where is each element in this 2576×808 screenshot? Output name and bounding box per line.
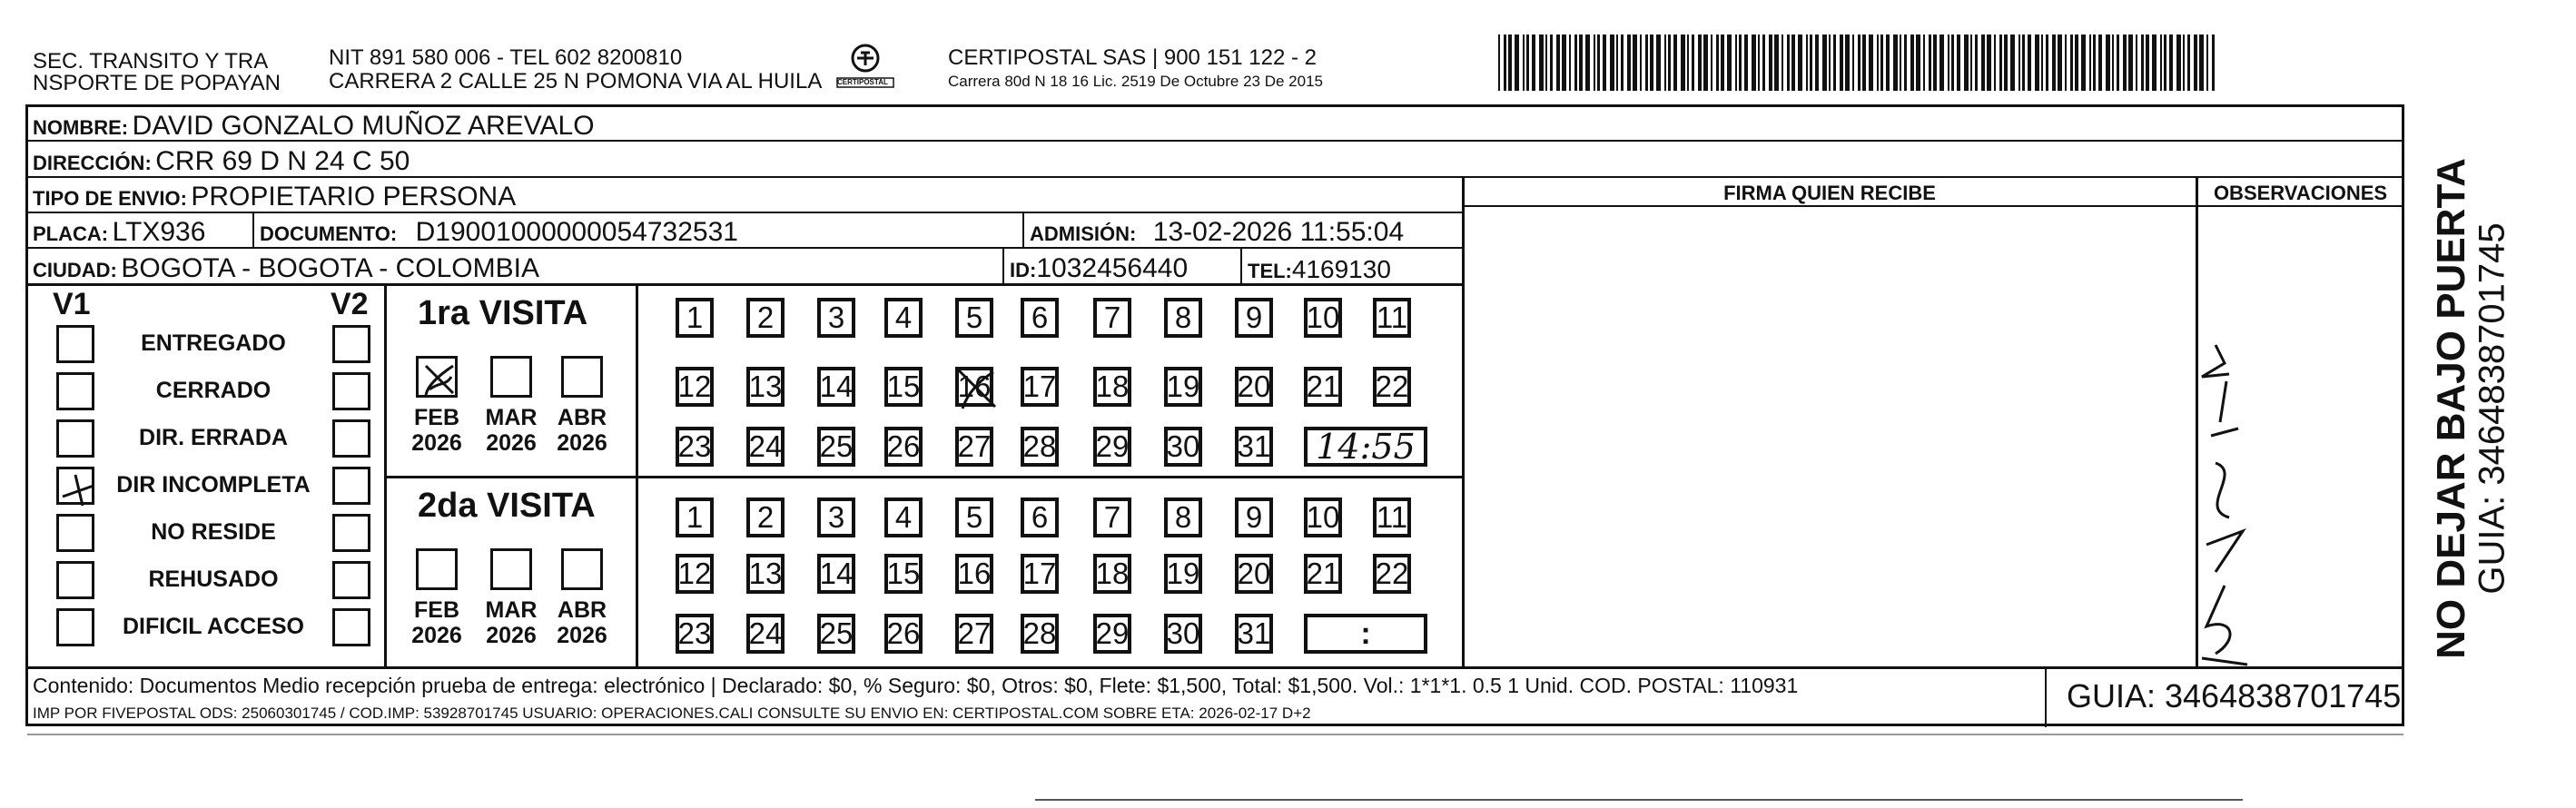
bottom-rule xyxy=(27,734,2403,735)
barcode-bar xyxy=(1744,34,1748,91)
barcode-bar xyxy=(1597,34,1600,91)
guia-box-border xyxy=(2045,667,2047,727)
barcode-bar xyxy=(1769,34,1772,91)
barcode-bar xyxy=(2093,34,2096,91)
month-year: 2026 xyxy=(411,623,462,648)
barcode-bar xyxy=(1562,34,1566,91)
handwritten-signature xyxy=(2161,327,2288,690)
day-cell[interactable]: 1 xyxy=(676,498,714,537)
day-cell[interactable]: 6 xyxy=(1021,298,1059,338)
barcode xyxy=(1498,34,2225,91)
barcode-bar xyxy=(2117,34,2119,91)
day-cell[interactable]: 28 xyxy=(1021,427,1059,467)
month-year: 2026 xyxy=(557,430,607,456)
documento-row xyxy=(260,217,738,248)
barcode-bar xyxy=(1957,34,1960,91)
day-cell[interactable]: 9 xyxy=(1235,498,1273,537)
barcode-bar xyxy=(1877,34,1879,91)
barcode-bar xyxy=(1673,34,1677,91)
sender-address: CARRERA 2 CALLE 25 N POMONA VIA AL HUILA xyxy=(329,69,823,94)
second-visit-title: 2da VISITA xyxy=(418,487,596,525)
month-label xyxy=(548,597,616,648)
v2-checkbox[interactable] xyxy=(332,372,370,410)
barcode-bar xyxy=(2098,34,2102,91)
v1-checkbox[interactable] xyxy=(56,419,94,458)
day-cell[interactable]: 12 xyxy=(676,367,714,407)
day-cell[interactable]: 2 xyxy=(746,298,785,338)
barcode-bar xyxy=(1711,34,1712,91)
month-year: 2026 xyxy=(486,623,537,648)
barcode-bar xyxy=(1526,34,1529,91)
logo-text: CERTIPOSTAL xyxy=(837,78,888,86)
footer-imp: IMP POR FIVEPOSTAL ODS: 25060301745 / COD.IMP: 53928701745 USUARIO: OPERACIONES.CALI CONSULTE SU ENVIO EN: CERTIPOSTAL.COM SOBRE ETA: 2026-02-17 D+2 xyxy=(33,705,1311,722)
day-cell[interactable]: 4 xyxy=(884,498,923,537)
company-address: Carrera 80d N 18 16 Lic. 2519 De Octubre 23 De 2015 xyxy=(948,73,1323,90)
first-visit-time[interactable]: 14:55 xyxy=(1304,427,1427,467)
barcode-bar xyxy=(1508,34,1512,91)
nombre-value: DAVID GONZALO MUÑOZ AREVALO xyxy=(132,111,595,141)
day-cell[interactable]: 19 xyxy=(1164,554,1202,594)
placa-label: PLACA: xyxy=(33,222,109,245)
month-checkbox-feb[interactable] xyxy=(416,548,458,590)
barcode-bar xyxy=(1698,34,1702,91)
v1-checkbox-checked[interactable] xyxy=(56,467,94,505)
barcode-bar xyxy=(1539,34,1544,91)
barcode-bar xyxy=(2136,34,2137,91)
barcode-bar xyxy=(1791,34,1795,91)
barcode-bar xyxy=(1833,34,1836,91)
barcode-bar xyxy=(1610,34,1614,91)
barcode-bar xyxy=(2194,34,2197,91)
barcode-bar xyxy=(1840,34,1843,91)
admision-label: ADMISIÓN: xyxy=(1030,222,1137,245)
first-visit-title: 1ra VISITA xyxy=(418,294,588,332)
barcode-bar xyxy=(2112,34,2114,91)
barcode-bar xyxy=(1758,34,1760,91)
barcode-bar xyxy=(1798,34,1802,91)
ciudad-value: BOGOTA - BOGOTA - COLOMBIA xyxy=(121,253,539,283)
day-cell[interactable]: 25 xyxy=(817,614,855,654)
day-cell[interactable]: 7 xyxy=(1093,298,1131,338)
day-cell[interactable]: 18 xyxy=(1093,554,1131,594)
barcode-bar xyxy=(2022,34,2025,91)
barcode-bar xyxy=(1687,34,1689,91)
day-cell[interactable]: 29 xyxy=(1093,427,1131,467)
nombre-label: NOMBRE: xyxy=(33,116,129,139)
month-name: ABR xyxy=(557,597,607,623)
day-cell[interactable]: 15 xyxy=(884,554,923,594)
barcode-bar xyxy=(1999,34,2002,91)
day-cell[interactable]: 8 xyxy=(1164,498,1202,537)
barcode-bar xyxy=(2199,34,2204,91)
day-cell[interactable]: 10 xyxy=(1304,298,1342,338)
observaciones-header: OBSERVACIONES xyxy=(2213,182,2388,204)
barcode-bar xyxy=(2152,34,2157,91)
month-label xyxy=(548,405,616,456)
day-cell[interactable]: 22 xyxy=(1373,554,1411,594)
day-cell[interactable]: 11 xyxy=(1373,298,1411,338)
day-cell[interactable]: 4 xyxy=(884,298,923,338)
barcode-bar xyxy=(1829,34,1831,91)
barcode-bar xyxy=(2169,34,2173,91)
barcode-bar xyxy=(2187,34,2190,91)
v2-checkbox[interactable] xyxy=(332,419,370,458)
barcode-bar xyxy=(1900,34,1901,91)
day-cell[interactable]: 13 xyxy=(746,554,785,594)
day-cell[interactable]: 12 xyxy=(676,554,714,594)
barcode-bar xyxy=(1781,34,1783,91)
v2-checkbox[interactable] xyxy=(332,561,370,599)
barcode-bar xyxy=(1939,34,1944,91)
day-cell[interactable]: 5 xyxy=(955,298,993,338)
sender-name-line1: SEC. TRANSITO Y TRA xyxy=(33,49,269,74)
barcode-bar xyxy=(1716,34,1719,91)
barcode-bar xyxy=(1869,34,1873,91)
day-cell[interactable]: 13 xyxy=(746,367,785,407)
no-dejar-notice: NO DEJAR BAJO PUERTA xyxy=(2429,158,2473,659)
barcode-bar xyxy=(1886,34,1890,91)
month-checkbox-mar[interactable] xyxy=(490,548,532,590)
footer-guia: GUIA: 3464838701745 xyxy=(2067,677,2402,714)
day-cell[interactable]: 8 xyxy=(1164,298,1202,338)
barcode-bar xyxy=(1556,34,1560,91)
barcode-bar xyxy=(1692,34,1694,91)
month-label xyxy=(478,597,545,648)
month-name: FEB xyxy=(414,597,459,623)
barcode-bar xyxy=(1815,34,1819,91)
day-cell[interactable]: 16 xyxy=(955,554,993,594)
day-cell[interactable]: 14 xyxy=(817,554,855,594)
barcode-bar xyxy=(1640,34,1642,91)
side-guia: GUIA: 3464838701745 xyxy=(2472,222,2512,595)
day-cell[interactable]: 15 xyxy=(884,367,923,407)
tel-label: TEL: xyxy=(1248,260,1292,282)
barcode-bar xyxy=(1975,34,1978,91)
right-header-divider xyxy=(1464,205,2403,207)
direccion-row xyxy=(33,146,410,177)
status-label: ENTREGADO xyxy=(141,330,286,356)
day-cell[interactable]: 23 xyxy=(676,614,714,654)
status-label: REHUSADO xyxy=(148,567,279,592)
barcode-bar xyxy=(1550,34,1553,91)
month-checkbox-feb[interactable] xyxy=(416,356,458,398)
month-name: MAR xyxy=(485,405,538,430)
status-label: DIR INCOMPLETA xyxy=(116,472,311,498)
barcode-bar xyxy=(2004,34,2008,91)
cell-divider xyxy=(1022,212,1024,248)
tel-value: 4169130 xyxy=(1291,255,1391,283)
nombre-row xyxy=(33,111,595,142)
barcode-bar xyxy=(1845,34,1850,91)
day-cell[interactable]: 10 xyxy=(1304,498,1342,537)
barcode-bar xyxy=(2052,34,2056,91)
day-cell[interactable]: 5 xyxy=(955,498,993,537)
barcode-bar xyxy=(1806,34,1808,91)
month-label xyxy=(478,405,545,456)
day-cell[interactable]: 3 xyxy=(817,498,855,537)
barcode-bar xyxy=(1739,34,1742,91)
month-day-divider xyxy=(636,284,638,667)
v1-label: V1 xyxy=(53,287,91,321)
documento-value: D19001000000054732531 xyxy=(415,217,738,247)
day-cell[interactable]: 17 xyxy=(1021,367,1059,407)
day-cell[interactable]: 23 xyxy=(676,427,714,467)
barcode-bar xyxy=(2212,34,2215,91)
admision-row xyxy=(1030,217,1404,248)
month-name: ABR xyxy=(557,405,607,430)
barcode-bar xyxy=(2089,34,2091,91)
barcode-bar xyxy=(1787,34,1790,91)
barcode-bar xyxy=(2141,34,2144,91)
month-checkbox-abr[interactable] xyxy=(561,548,603,590)
day-cell[interactable]: 27 xyxy=(955,427,993,467)
ciudad-row xyxy=(33,253,539,284)
barcode-bar xyxy=(1727,34,1732,91)
barcode-bar xyxy=(1668,34,1671,91)
barcode-bar xyxy=(1923,34,1925,91)
v1-checkbox[interactable] xyxy=(56,372,94,410)
day-cell[interactable]: 27 xyxy=(955,614,993,654)
month-year: 2026 xyxy=(411,430,462,456)
day-cell[interactable]: 31 xyxy=(1235,614,1273,654)
barcode-bar xyxy=(2070,34,2073,91)
v1-checkbox[interactable] xyxy=(56,561,94,599)
v2-checkbox[interactable] xyxy=(332,608,370,646)
status-label: DIR. ERRADA xyxy=(139,425,288,450)
barcode-bar xyxy=(1858,34,1860,91)
day-cell[interactable]: 24 xyxy=(746,427,785,467)
v1-checkbox[interactable] xyxy=(56,608,94,646)
barcode-bar xyxy=(1822,34,1827,91)
day-cell[interactable]: 19 xyxy=(1164,367,1202,407)
barcode-bar xyxy=(1735,34,1737,91)
v2-checkbox[interactable] xyxy=(332,467,370,505)
barcode-bar xyxy=(1970,34,1972,91)
barcode-bar xyxy=(1762,34,1765,91)
day-cell[interactable]: 26 xyxy=(884,614,923,654)
barcode-bar xyxy=(2035,34,2039,91)
barcode-bar xyxy=(1933,34,1937,91)
barcode-bar xyxy=(1532,34,1535,91)
barcode-bar xyxy=(1987,34,1991,91)
barcode-bar xyxy=(2041,34,2043,91)
second-visit-time[interactable]: : xyxy=(1304,614,1427,654)
day-cell[interactable]: 31 xyxy=(1235,427,1273,467)
day-cell[interactable]: 6 xyxy=(1021,498,1059,537)
barcode-bar xyxy=(2058,34,2062,91)
barcode-bar xyxy=(1721,34,1724,91)
month-year: 2026 xyxy=(557,623,607,648)
direccion-value: CRR 69 D N 24 C 50 xyxy=(155,146,410,176)
barcode-bar xyxy=(2183,34,2185,91)
firma-left-border xyxy=(1462,176,1465,666)
barcode-bar xyxy=(1994,34,1996,91)
barcode-bar xyxy=(1523,34,1525,91)
barcode-bar xyxy=(2010,34,2015,91)
day-cell[interactable]: 9 xyxy=(1235,298,1273,338)
barcode-bar xyxy=(2123,34,2127,91)
day-cell[interactable]: 7 xyxy=(1093,498,1131,537)
barcode-bar xyxy=(1951,34,1954,91)
barcode-bar xyxy=(1569,34,1571,91)
company-name: CERTIPOSTAL SAS | 900 151 122 - 2 xyxy=(948,45,1317,70)
barcode-bar xyxy=(2018,34,2020,91)
barcode-bar xyxy=(1752,34,1756,91)
barcode-bar xyxy=(1981,34,1985,91)
day-cell[interactable]: 20 xyxy=(1235,554,1273,594)
tipo-value: PROPIETARIO PERSONA xyxy=(191,182,517,212)
admision-value: 13-02-2026 11:55:04 xyxy=(1152,217,1405,247)
barcode-bar xyxy=(1948,34,1949,91)
barcode-bar xyxy=(2128,34,2133,91)
barcode-bar xyxy=(2046,34,2048,91)
barcode-bar xyxy=(1910,34,1914,91)
barcode-bar xyxy=(2160,34,2162,91)
barcode-bar xyxy=(1585,34,1590,91)
placa-row xyxy=(33,217,205,248)
barcode-bar xyxy=(2075,34,2078,91)
cell-divider xyxy=(1002,248,1004,284)
barcode-bar xyxy=(1904,34,1907,91)
barcode-bar xyxy=(2146,34,2149,91)
barcode-bar xyxy=(2081,34,2086,91)
cell-divider xyxy=(1240,248,1242,284)
status-label: NO RESIDE xyxy=(151,519,276,545)
day-cell[interactable]: 14 xyxy=(817,367,855,407)
day-cell[interactable]: 21 xyxy=(1304,554,1342,594)
barcode-bar xyxy=(1650,34,1653,91)
barcode-bar xyxy=(1515,34,1519,91)
day-cell[interactable]: 30 xyxy=(1164,614,1202,654)
barcode-bar xyxy=(1633,34,1637,91)
footer-contenido: Contenido: Documentos Medio recepción prueba de entrega: electrónico | Declarado: $0, % Seguro: $0, Otros: $0, Flete: $1,500, Total: $1,500. Vol.: 1*1*1. 0.5 1 Unid. COD. POSTAL: 110931 xyxy=(33,674,1799,697)
firma-header: FIRMA QUIEN RECIBE xyxy=(1723,182,1936,204)
barcode-bar xyxy=(2164,34,2166,91)
v2-checkbox[interactable] xyxy=(332,514,370,552)
id-value: 1032456440 xyxy=(1036,253,1189,283)
ciudad-label: CIUDAD: xyxy=(33,259,117,281)
barcode-bar xyxy=(1681,34,1685,91)
barcode-bar xyxy=(2206,34,2208,91)
day-cell[interactable]: 3 xyxy=(817,298,855,338)
barcode-bar xyxy=(1852,34,1854,91)
month-name: MAR xyxy=(485,597,538,623)
barcode-bar xyxy=(1880,34,1883,91)
month-name: FEB xyxy=(414,405,459,430)
barcode-bar xyxy=(1774,34,1779,91)
barcode-bar xyxy=(2028,34,2031,91)
barcode-bar xyxy=(1810,34,1812,91)
cell-divider xyxy=(252,212,254,248)
barcode-bar xyxy=(1594,34,1595,91)
day-cell[interactable]: 20 xyxy=(1235,367,1273,407)
visit-divider xyxy=(385,476,1463,478)
tipo-label: TIPO DE ENVIO: xyxy=(33,187,187,210)
barcode-bar xyxy=(1645,34,1648,91)
month-checkbox-abr[interactable] xyxy=(561,356,603,398)
day-cell[interactable]: 2 xyxy=(746,498,785,537)
placa-value: LTX936 xyxy=(112,217,206,247)
v1-checkbox[interactable] xyxy=(56,514,94,552)
month-year: 2026 xyxy=(486,430,537,456)
barcode-bar xyxy=(1504,34,1506,91)
barcode-bar xyxy=(1862,34,1866,91)
barcode-bar xyxy=(1703,34,1708,91)
day-cell[interactable]: 11 xyxy=(1373,498,1411,537)
day-mark xyxy=(953,365,1001,414)
barcode-bar xyxy=(1616,34,1618,91)
barcode-bar xyxy=(1964,34,1969,91)
barcode-bar xyxy=(2176,34,2181,91)
month-label xyxy=(403,405,470,456)
month-checkbox-mar[interactable] xyxy=(490,356,532,398)
barcode-bar xyxy=(1498,34,1500,91)
barcode-bar xyxy=(2106,34,2110,91)
id-row xyxy=(1010,253,1188,284)
day-cell[interactable]: 28 xyxy=(1021,614,1059,654)
day-cell[interactable]: 1 xyxy=(676,298,714,338)
documento-label: DOCUMENTO: xyxy=(260,222,398,245)
barcode-bar xyxy=(1893,34,1898,91)
tear-line xyxy=(1035,799,2243,801)
barcode-bar xyxy=(1574,34,1577,91)
status-label: CERRADO xyxy=(155,378,271,403)
day-cell[interactable]: 22 xyxy=(1373,367,1411,407)
sender-nit: NIT 891 580 006 - TEL 602 8200810 xyxy=(329,45,683,70)
tipo-row xyxy=(33,182,516,212)
barcode-bar xyxy=(1656,34,1661,91)
tel-row xyxy=(1248,255,1391,284)
barcode-bar xyxy=(1664,34,1666,91)
v2-checkbox[interactable] xyxy=(332,325,370,363)
barcode-bar xyxy=(1916,34,1920,91)
v1-checkbox[interactable] xyxy=(56,325,94,363)
barcode-bar xyxy=(1627,34,1631,91)
barcode-bar xyxy=(1621,34,1624,91)
day-cell[interactable]: 25 xyxy=(817,427,855,467)
id-label: ID: xyxy=(1010,259,1037,281)
day-cell[interactable]: 24 xyxy=(746,614,785,654)
day-cell[interactable]: 17 xyxy=(1021,554,1059,594)
day-cell[interactable]: 30 xyxy=(1164,427,1202,467)
barcode-bar xyxy=(1545,34,1547,91)
month-label xyxy=(403,597,470,648)
day-cell[interactable]: 21 xyxy=(1304,367,1342,407)
direccion-label: DIRECCIÓN: xyxy=(33,152,152,174)
day-cell-marked[interactable]: 16 xyxy=(955,367,993,407)
barcode-bar xyxy=(1603,34,1606,91)
sender-name-line2: NSPORTE DE POPAYAN xyxy=(33,71,281,95)
day-cell[interactable]: 29 xyxy=(1093,614,1131,654)
barcode-bar xyxy=(1929,34,1931,91)
barcode-bar xyxy=(1579,34,1583,91)
status-label: DIFICIL ACCESO xyxy=(122,614,304,639)
day-cell[interactable]: 26 xyxy=(884,427,923,467)
day-cell[interactable]: 18 xyxy=(1093,367,1131,407)
footer-divider xyxy=(27,666,2403,669)
barcode-bar xyxy=(2065,34,2067,91)
v2-label: V2 xyxy=(331,287,369,321)
